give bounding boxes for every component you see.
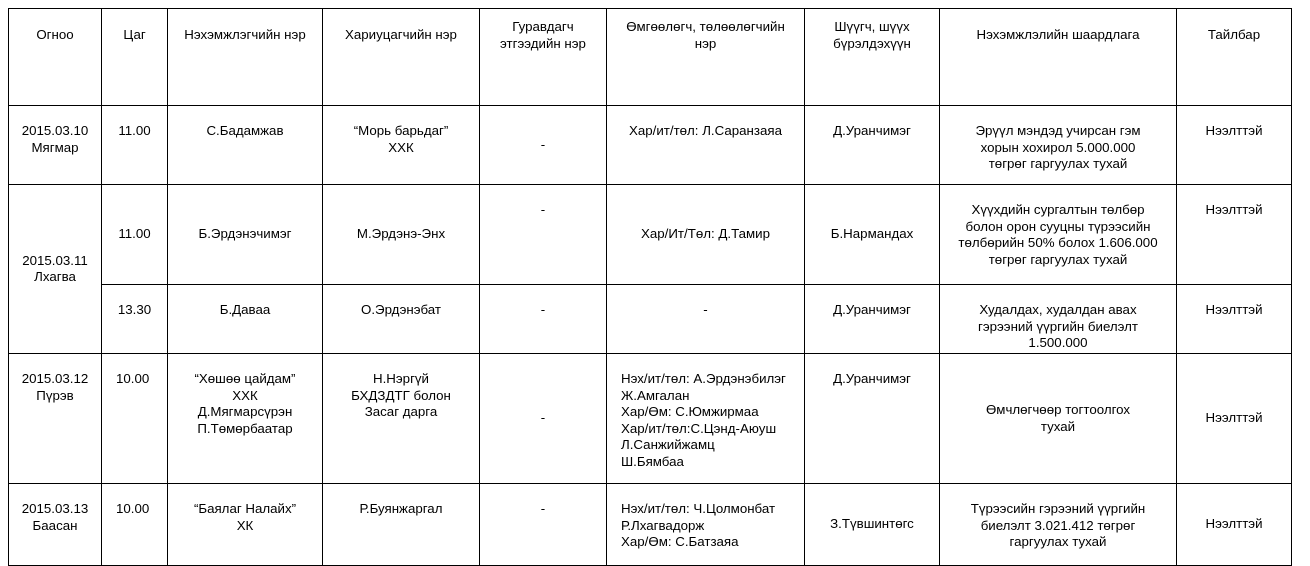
cell-defendant bbox=[323, 185, 480, 285]
defendant-line: Засаг дарга bbox=[364, 404, 438, 419]
cell-third-party: - bbox=[480, 354, 607, 484]
header-time: Цаг bbox=[102, 9, 168, 106]
cell-date bbox=[9, 106, 102, 185]
cell-note: Нээлттэй bbox=[1177, 106, 1292, 185]
claim-line: Худалдах, худалдан авах bbox=[979, 302, 1137, 317]
header-advocates-line: Өмгөөлөгч, төлөөлөгчийн bbox=[626, 19, 785, 34]
cell-defendant bbox=[323, 484, 480, 566]
cell-defendant bbox=[323, 106, 480, 185]
cell-note: Нээлттэй bbox=[1177, 285, 1292, 354]
header-advocates-line: нэр bbox=[694, 35, 717, 51]
cell-third-party: - bbox=[480, 484, 607, 566]
claim-line: 1.500.000 bbox=[1028, 335, 1088, 350]
advocate-line: Хар/ит/төл:С.Цэнд-Аюуш bbox=[621, 420, 777, 436]
cell-advocates bbox=[607, 484, 805, 566]
advocate-line: Нэх/ит/төл: А.Эрдэнэбилэг bbox=[621, 371, 786, 386]
cell-date bbox=[9, 354, 102, 484]
date-line: 2015.03.11 bbox=[22, 252, 88, 268]
cell-judge: Д.Уранчимэг bbox=[805, 285, 940, 354]
claim-line: хорын хохирол 5.000.000 bbox=[980, 139, 1136, 155]
cell-advocates bbox=[607, 106, 805, 185]
defendant-line: М.Эрдэнэ-Энх bbox=[356, 226, 446, 242]
table-row bbox=[9, 106, 1292, 185]
header-third-party bbox=[480, 9, 607, 106]
cell-claim bbox=[940, 106, 1177, 185]
cell-date bbox=[9, 484, 102, 566]
table-row bbox=[9, 484, 1292, 566]
date-line: 2015.03.10 bbox=[21, 123, 89, 138]
plaintiff-line: С.Бадамжав bbox=[206, 123, 284, 138]
plaintiff-line: Б.Даваа bbox=[219, 302, 271, 317]
claim-line: Хүүхдийн сургалтын төлбөр bbox=[971, 202, 1145, 217]
cell-advocates bbox=[607, 285, 805, 354]
plaintiff-line: “Хөшөө цайдам” bbox=[194, 371, 296, 386]
cell-plaintiff bbox=[168, 185, 323, 285]
claim-line: төгрөг гаргуулах тухай bbox=[988, 156, 1128, 171]
cell-time: 11.00 bbox=[102, 185, 168, 285]
date-line: 2015.03.12 bbox=[21, 371, 89, 386]
header-third-party-line: Гуравдагч bbox=[512, 19, 574, 34]
cell-judge: Д.Уранчимэг bbox=[805, 354, 940, 484]
cell-defendant bbox=[323, 354, 480, 484]
header-note: Тайлбар bbox=[1177, 9, 1292, 106]
header-plaintiff: Нэхэмжлэгчийн нэр bbox=[168, 9, 323, 106]
cell-note: Нээлттэй bbox=[1177, 185, 1292, 285]
defendant-line: ХХК bbox=[388, 139, 414, 155]
date-line: 2015.03.13 bbox=[21, 501, 89, 516]
advocate-line: Л.Санжийжамц bbox=[621, 437, 715, 452]
cell-date bbox=[9, 185, 102, 354]
claim-line: төлбөрийн 50% болох 1.606.000 bbox=[958, 235, 1158, 250]
header-judge bbox=[805, 9, 940, 106]
advocate-line: Ш.Бямбаа bbox=[621, 453, 684, 469]
claim-line: болон орон сууцны түрээсийн bbox=[965, 218, 1151, 234]
defendant-line: Н.Нэргүй bbox=[372, 371, 429, 386]
weekday-line: Лхагва bbox=[34, 269, 76, 284]
claim-line: Эрүүл мэндэд учирсан гэм bbox=[975, 123, 1141, 138]
advocate-line: Ж.Амгалан bbox=[621, 387, 690, 403]
header-advocates bbox=[607, 9, 805, 106]
header-date: Огноо bbox=[9, 9, 102, 106]
weekday-line: Баасан bbox=[32, 517, 78, 533]
header-claim: Нэхэмжлэлийн шаардлага bbox=[940, 9, 1177, 106]
cell-third-party: - bbox=[480, 185, 607, 285]
defendant-line: “Морь барьдаг” bbox=[353, 123, 449, 138]
header-row bbox=[9, 9, 1292, 106]
defendant-line: Р.Буянжаргал bbox=[359, 501, 443, 516]
advocate-line: Р.Лхагвадорж bbox=[621, 517, 705, 533]
cell-plaintiff bbox=[168, 285, 323, 354]
header-judge-line: Шүүгч, шүүх bbox=[834, 19, 910, 34]
weekday-line: Мягмар bbox=[31, 139, 79, 155]
claim-line: биелэлт 3.021.412 төгрөг bbox=[980, 517, 1136, 533]
cell-third-party: - bbox=[480, 285, 607, 354]
plaintiff-line: ХК bbox=[236, 517, 254, 533]
cell-claim bbox=[940, 354, 1177, 484]
advocate-line: Хар/Өм: С.Батзаяа bbox=[621, 534, 739, 549]
cell-time: 10.00 bbox=[102, 354, 168, 484]
cell-time: 11.00 bbox=[102, 106, 168, 185]
cell-judge: Д.Уранчимэг bbox=[805, 106, 940, 185]
cell-time: 10.00 bbox=[102, 484, 168, 566]
plaintiff-line: Д.Мягмарсүрэн bbox=[197, 404, 293, 419]
cell-note: Нээлттэй bbox=[1177, 354, 1292, 484]
advocate-line: - bbox=[703, 302, 708, 317]
defendant-line: О.Эрдэнэбат bbox=[360, 302, 441, 317]
claim-line: тухай bbox=[1040, 418, 1076, 434]
header-defendant: Хариуцагчийн нэр bbox=[323, 9, 480, 106]
court-schedule-table bbox=[8, 8, 1292, 566]
cell-claim bbox=[940, 484, 1177, 566]
plaintiff-line: “Баялаг Налайх” bbox=[193, 501, 297, 516]
claim-line: төгрөг гаргуулах тухай bbox=[988, 251, 1128, 267]
cell-plaintiff bbox=[168, 106, 323, 185]
cell-advocates bbox=[607, 185, 805, 285]
table-row bbox=[9, 185, 1292, 285]
cell-third-party: - bbox=[480, 106, 607, 185]
cell-claim bbox=[940, 285, 1177, 354]
cell-time: 13.30 bbox=[102, 285, 168, 354]
weekday-line: Пүрэв bbox=[36, 387, 74, 403]
claim-line: Түрээсийн гэрээний үүргийн bbox=[970, 501, 1146, 516]
plaintiff-line: Б.Эрдэнэчимэг bbox=[198, 226, 292, 242]
header-third-party-line: этгээдийн нэр bbox=[500, 35, 586, 51]
cell-defendant bbox=[323, 285, 480, 354]
cell-note: Нээлттэй bbox=[1177, 484, 1292, 566]
table-row bbox=[9, 354, 1292, 484]
cell-plaintiff bbox=[168, 354, 323, 484]
table-row bbox=[9, 285, 1292, 354]
cell-judge: З.Түвшинтөгс bbox=[805, 484, 940, 566]
claim-line: гэрээний үүргийн биелэлт bbox=[977, 318, 1139, 334]
plaintiff-line: ХХК bbox=[232, 387, 258, 403]
advocate-line: Нэх/ит/төл: Ч.Цолмонбат bbox=[621, 501, 776, 516]
cell-claim bbox=[940, 185, 1177, 285]
cell-judge: Б.Нармандах bbox=[805, 185, 940, 285]
claim-line: гаргуулах тухай bbox=[1009, 534, 1107, 549]
cell-advocates bbox=[607, 354, 805, 484]
claim-line: Өмчлөгчөөр тогтоолгох bbox=[985, 402, 1131, 417]
plaintiff-line: П.Төмөрбаатар bbox=[197, 420, 293, 436]
advocate-line: Хар/ит/төл: Л.Саранзаяа bbox=[629, 123, 782, 138]
cell-plaintiff bbox=[168, 484, 323, 566]
advocate-line: Хар/Ит/Төл: Д.Тамир bbox=[641, 226, 770, 242]
advocate-line: Хар/Өм: С.Юмжирмаа bbox=[621, 404, 759, 419]
defendant-line: БХДЗДТГ болон bbox=[351, 387, 451, 403]
header-judge-line: бүрэлдэхүүн bbox=[833, 35, 911, 51]
